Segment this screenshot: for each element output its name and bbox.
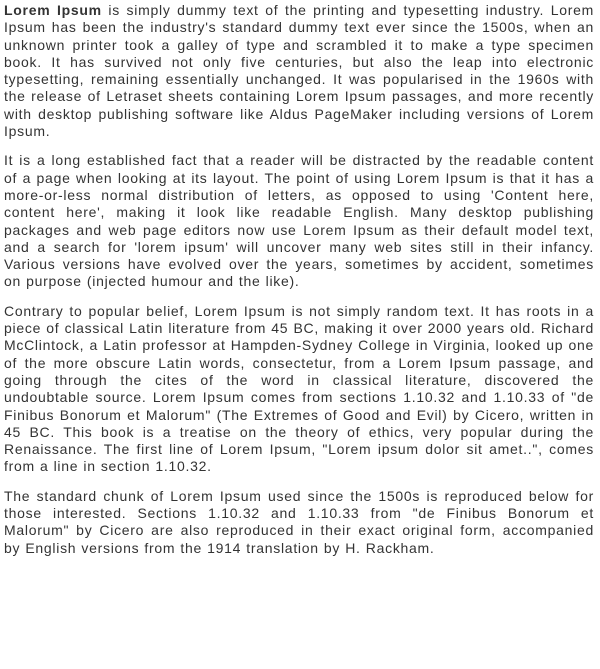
paragraph-origin — [4, 303, 594, 476]
paragraph-text: It is a long established fact that a reader will be distracted by the readable content of a page when looking at its layout. The point of using Lorem Ipsum is that it has a more-or-less normal distribution of letters, as opposed to using 'Content here, content here', making it look like readable English. Many desktop publishing packages and web page editors now use Lorem Ipsum as their default model text, and a search for 'lorem ipsum' will uncover many web sites still in their infancy. Various versions have evolved over the years, sometimes by accident, sometimes on purpose (injected humour and the like). — [4, 152, 594, 290]
paragraph-text: The standard chunk of Lorem Ipsum used since the 1500s is reproduced below for those interested. Sections 1.10.32 and 1.10.33 from "de Finibus Bonorum et Malorum" by Cicero are also reproduced in their exact original form, accompanied by English versions from the 1914 translation by H. Rackham. — [4, 487, 594, 556]
paragraph-intro — [4, 2, 594, 140]
lead-bold-text: Lorem Ipsum — [4, 2, 102, 18]
paragraph-standard-chunk — [4, 488, 594, 557]
paragraph-text: is simply dummy text of the printing and typesetting industry. Lorem Ipsum has been the industry's standard dummy text ever since the 1500s, when an unknown printer took a galley of type and scrambled it to make a type specimen book. It has survived not only five centuries, but also the leap into electronic typesetting, remaining essentially unchanged. It was popularised in the 1960s with the release of Letraset sheets containing Lorem Ipsum passages, and more recently with desktop publishing software like Aldus PageMaker including versions of Lorem Ipsum. — [4, 2, 594, 140]
paragraph-why-use — [4, 152, 594, 290]
paragraph-text: Contrary to popular belief, Lorem Ipsum is not simply random text. It has roots in a piece of classical Latin literature from 45 BC, making it over 2000 years old. Richard McClintock, a Latin professor at Hampden-Sydney College in Virginia, looked up one of the more obscure Latin words, consectetur, from a Lorem Ipsum passage, and going through the cites of the word in classical literature, discovered the undoubtable source. Lorem Ipsum comes from sections 1.10.32 and 1.10.33 of "de Finibus Bonorum et Malorum" (The Extremes of Good and Evil) by Cicero, written in 45 BC. This book is a treatise on the theory of ethics, very popular during the Renaissance. The first line of Lorem Ipsum, "Lorem ipsum dolor sit amet..", comes from a line in section 1.10.32. — [4, 302, 594, 475]
